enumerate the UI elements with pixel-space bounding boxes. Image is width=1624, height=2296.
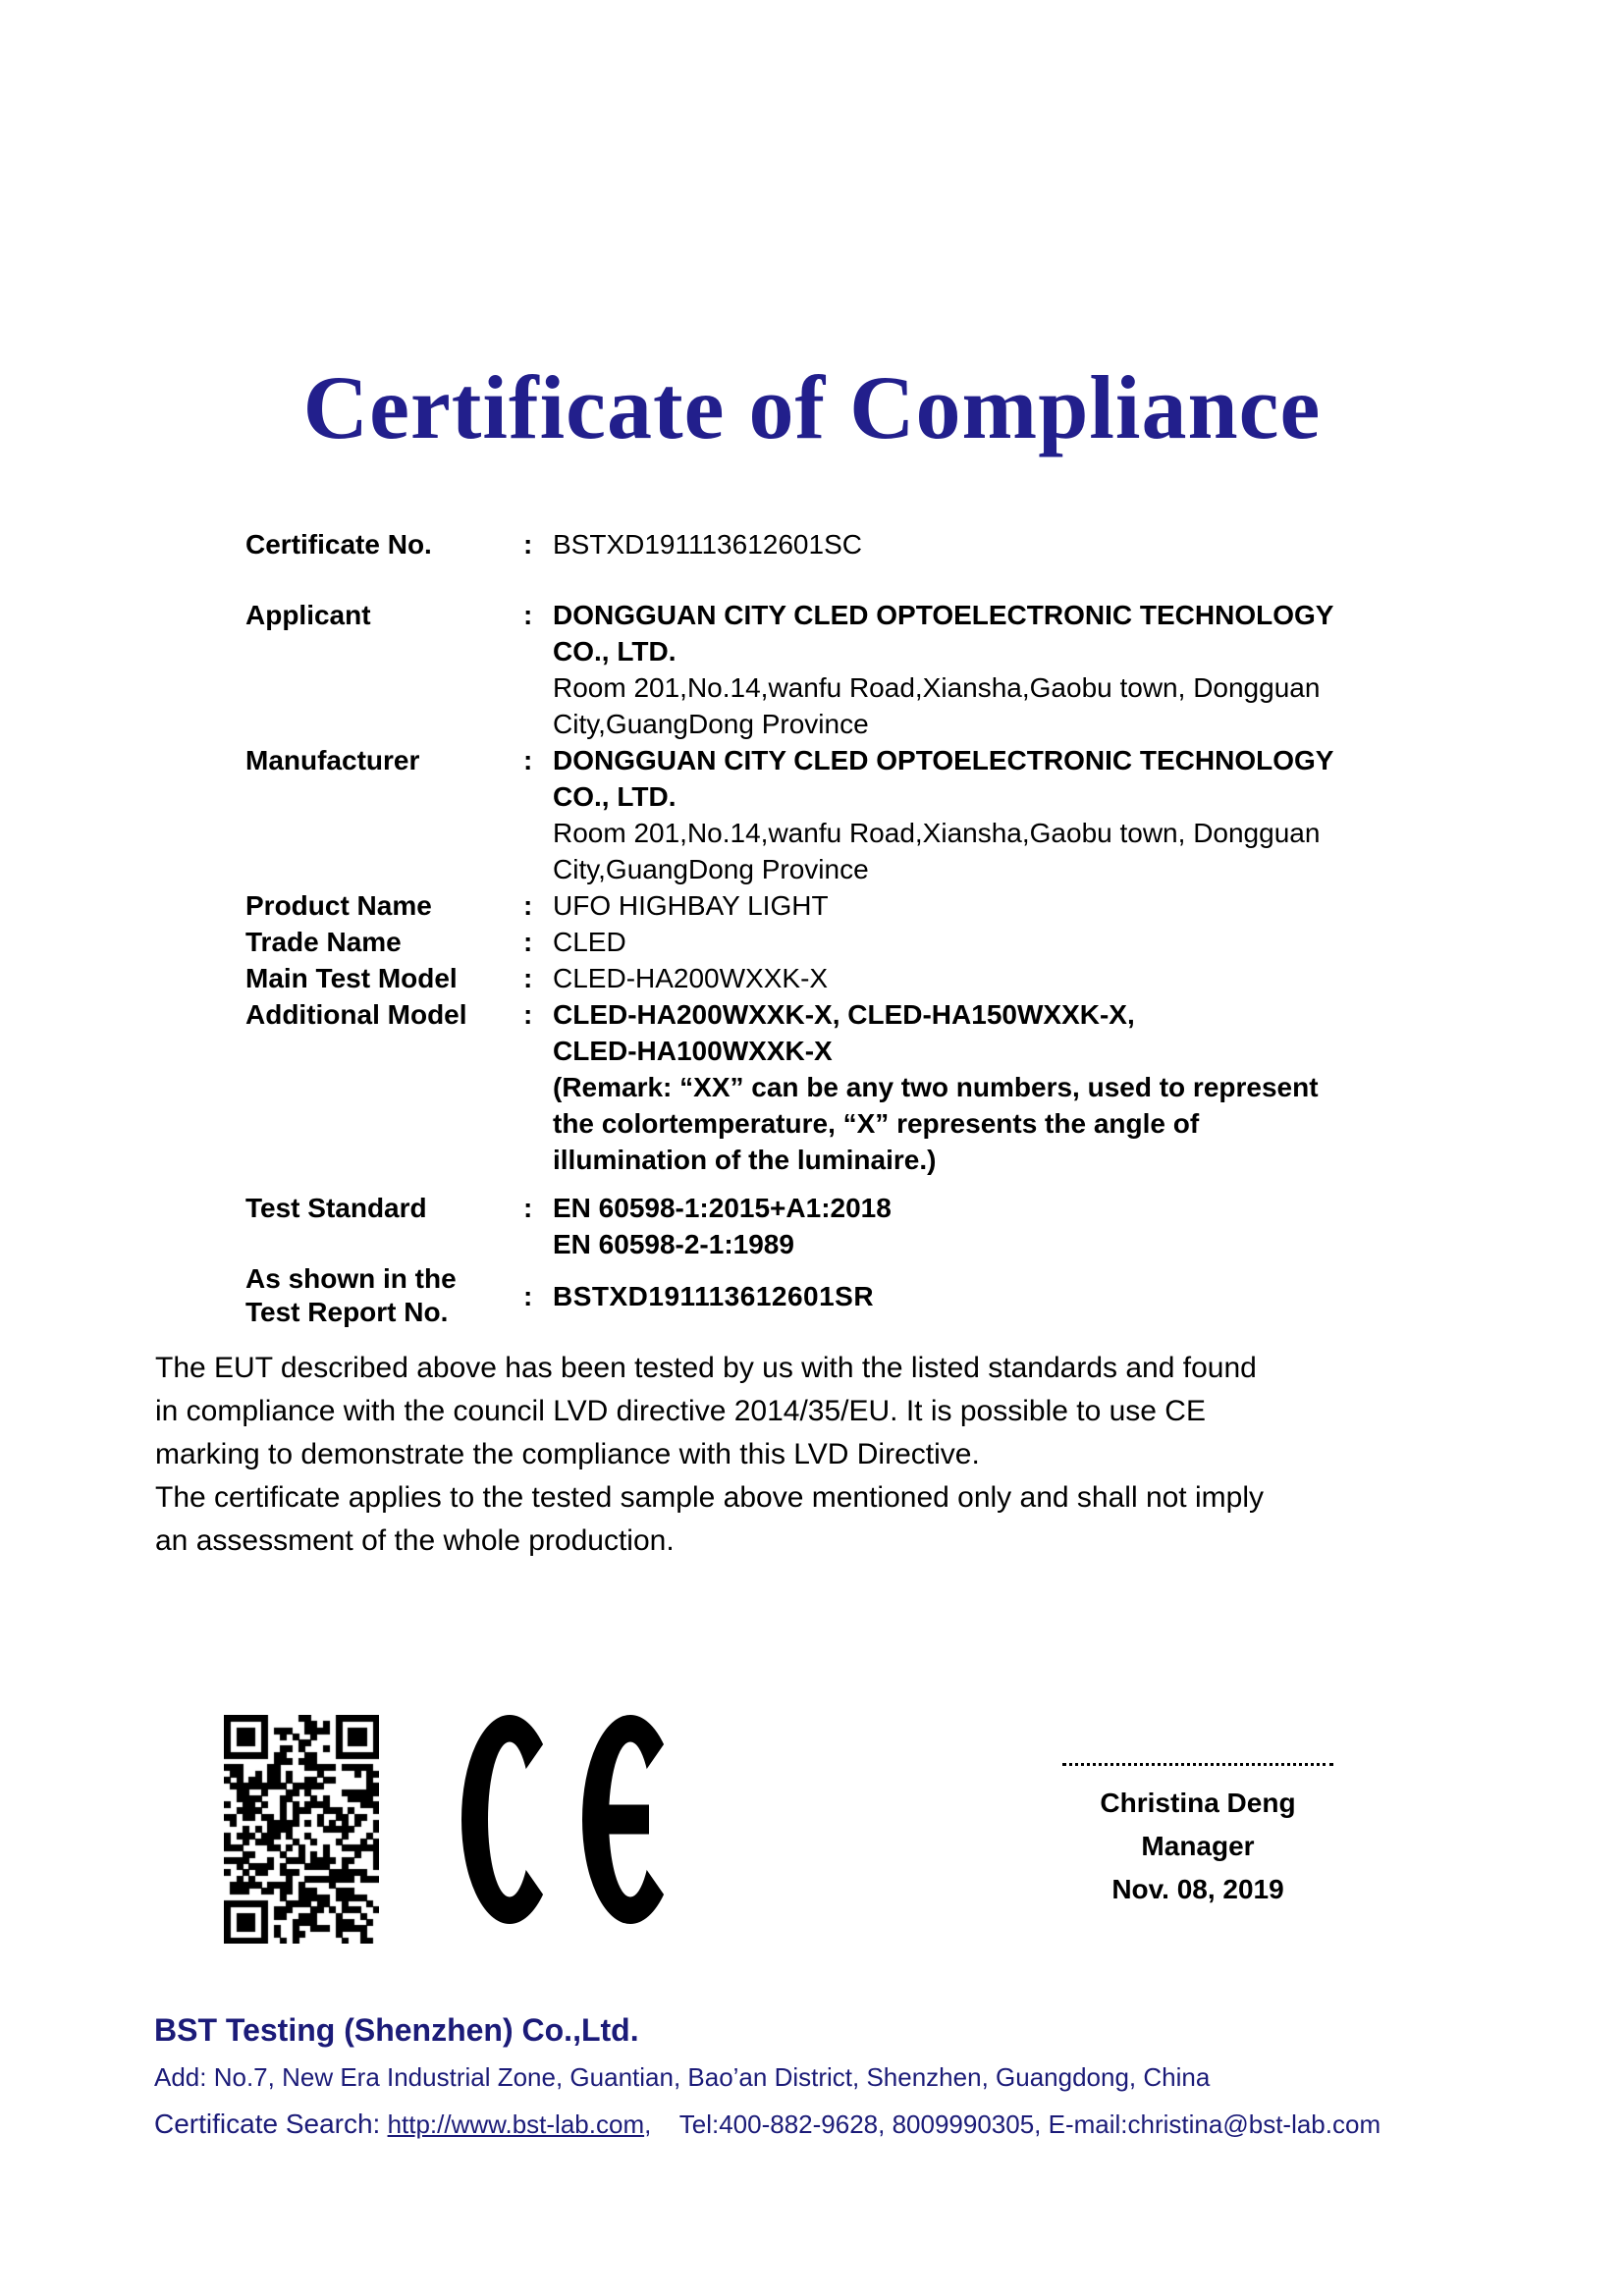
main-test-model-label: Main Test Model: [245, 963, 458, 993]
additional-model-line1: CLED-HA200WXXK-X, CLED-HA150WXXK-X,: [553, 999, 1135, 1030]
contact-info: , Tel:400-882-9628, 8009990305, E-mail:christina@bst-lab.com: [644, 2109, 1381, 2139]
colon: :: [523, 600, 533, 630]
test-report-label: [245, 1262, 523, 1329]
lab-name: BST Testing (Shenzhen) Co.,Ltd.: [154, 2012, 639, 2048]
signature-date: Nov. 08, 2019: [1111, 1874, 1284, 1904]
manufacturer-label: Manufacturer: [245, 745, 420, 775]
info-table: [245, 526, 1404, 1329]
main-test-model-value: CLED-HA200WXXK-X: [553, 963, 829, 993]
body-line: marking to demonstrate the compliance with this LVD Directive.: [155, 1438, 980, 1470]
applicant-label: Applicant: [245, 600, 371, 630]
info-row-manufacturer: [245, 742, 1404, 887]
colon: :: [523, 745, 533, 775]
colon: :: [523, 890, 533, 921]
certificate-no-value: BSTXD191113612601SC: [553, 529, 862, 560]
additional-model-label: Additional Model: [245, 999, 467, 1030]
colon: :: [523, 1193, 533, 1223]
info-row-test-standard: [245, 1190, 1404, 1262]
body-line: an assessment of the whole production.: [155, 1524, 675, 1557]
additional-model-remark-line2: the colortemperature, “X” represents the angle of: [553, 1108, 1200, 1139]
signer-role: Manager: [1141, 1831, 1255, 1861]
page-title: Certificate of Compliance: [302, 357, 1322, 457]
manufacturer-address-line2: City,GuangDong Province: [553, 854, 869, 884]
info-row-additional-model: [245, 996, 1404, 1178]
colon: :: [523, 927, 533, 957]
info-row-applicant: [245, 597, 1404, 742]
additional-model-line2: CLED-HA100WXXK-X: [553, 1036, 833, 1066]
applicant-value: [553, 597, 1404, 742]
ce-mark-icon: [461, 1715, 544, 1924]
info-row-certificate-no: [245, 526, 1404, 562]
test-standard-line1: EN 60598-1:2015+A1:2018: [553, 1193, 892, 1223]
product-name-label: Product Name: [245, 890, 432, 921]
certificate-search-link[interactable]: http://www.bst-lab.com: [387, 2109, 645, 2139]
manufacturer-company-line2: CO., LTD.: [553, 781, 677, 812]
manufacturer-company-line1: DONGGUAN CITY CLED OPTOELECTRONIC TECHNOLOGY: [553, 745, 1334, 775]
additional-model-remark-line1: (Remark: “XX” can be any two numbers, used to represent: [553, 1072, 1319, 1102]
test-report-label-line1: As shown in the: [245, 1263, 457, 1294]
colon: :: [523, 1280, 533, 1311]
test-report-value: BSTXD191113612601SR: [553, 1280, 875, 1311]
colon: :: [523, 999, 533, 1030]
certificate-no-label: Certificate No.: [245, 529, 432, 560]
info-row-test-report: [245, 1262, 1404, 1329]
ce-mark-icon: [582, 1715, 665, 1924]
applicant-company-line2: CO., LTD.: [553, 636, 677, 667]
test-standard-label: Test Standard: [245, 1193, 427, 1223]
trade-name-value: CLED: [553, 927, 626, 957]
trade-name-label: Trade Name: [245, 927, 402, 957]
lab-address: Add: No.7, New Era Industrial Zone, Guantian, Bao’an District, Shenzhen, Guangdong, China: [154, 2062, 1211, 2092]
body-line: in compliance with the council LVD directive 2014/35/EU. It is possible to use CE: [155, 1395, 1206, 1427]
info-row-main-test-model: [245, 960, 1404, 996]
test-standard-line2: EN 60598-2-1:1989: [553, 1229, 794, 1259]
manufacturer-address-line1: Room 201,No.14,wanfu Road,Xiansha,Gaobu town, Dongguan: [553, 818, 1321, 848]
applicant-address-line2: City,GuangDong Province: [553, 709, 869, 739]
body-text: [155, 1347, 1490, 1563]
body-line: The EUT described above has been tested by us with the listed standards and found: [155, 1352, 1257, 1384]
colon: :: [523, 963, 533, 993]
test-report-label-line2: Test Report No.: [245, 1297, 449, 1327]
test-standard-value: [553, 1190, 1404, 1262]
certificate-search-line: [154, 2108, 1529, 2141]
body-line: The certificate applies to the tested sample above mentioned only and shall not imply: [155, 1481, 1264, 1514]
manufacturer-value: [553, 742, 1404, 887]
qr-code-icon: [224, 1715, 379, 1944]
product-name-value: UFO HIGHBAY LIGHT: [553, 890, 829, 921]
signer-name: Christina Deng: [1100, 1788, 1296, 1818]
colon: :: [523, 529, 533, 560]
info-row-product-name: [245, 887, 1404, 924]
certificate-search-label: Certificate Search:: [154, 2109, 381, 2139]
applicant-address-line1: Room 201,No.14,wanfu Road,Xiansha,Gaobu town, Dongguan: [553, 672, 1321, 703]
info-row-trade-name: [245, 924, 1404, 960]
signature-block: [1060, 1763, 1335, 1911]
signature-dotted-line: [1062, 1763, 1333, 1766]
additional-model-remark-line3: illumination of the luminaire.): [553, 1145, 937, 1175]
applicant-company-line1: DONGGUAN CITY CLED OPTOELECTRONIC TECHNOLOGY: [553, 600, 1334, 630]
additional-model-value: [553, 996, 1404, 1178]
footer: [154, 2010, 1529, 2141]
